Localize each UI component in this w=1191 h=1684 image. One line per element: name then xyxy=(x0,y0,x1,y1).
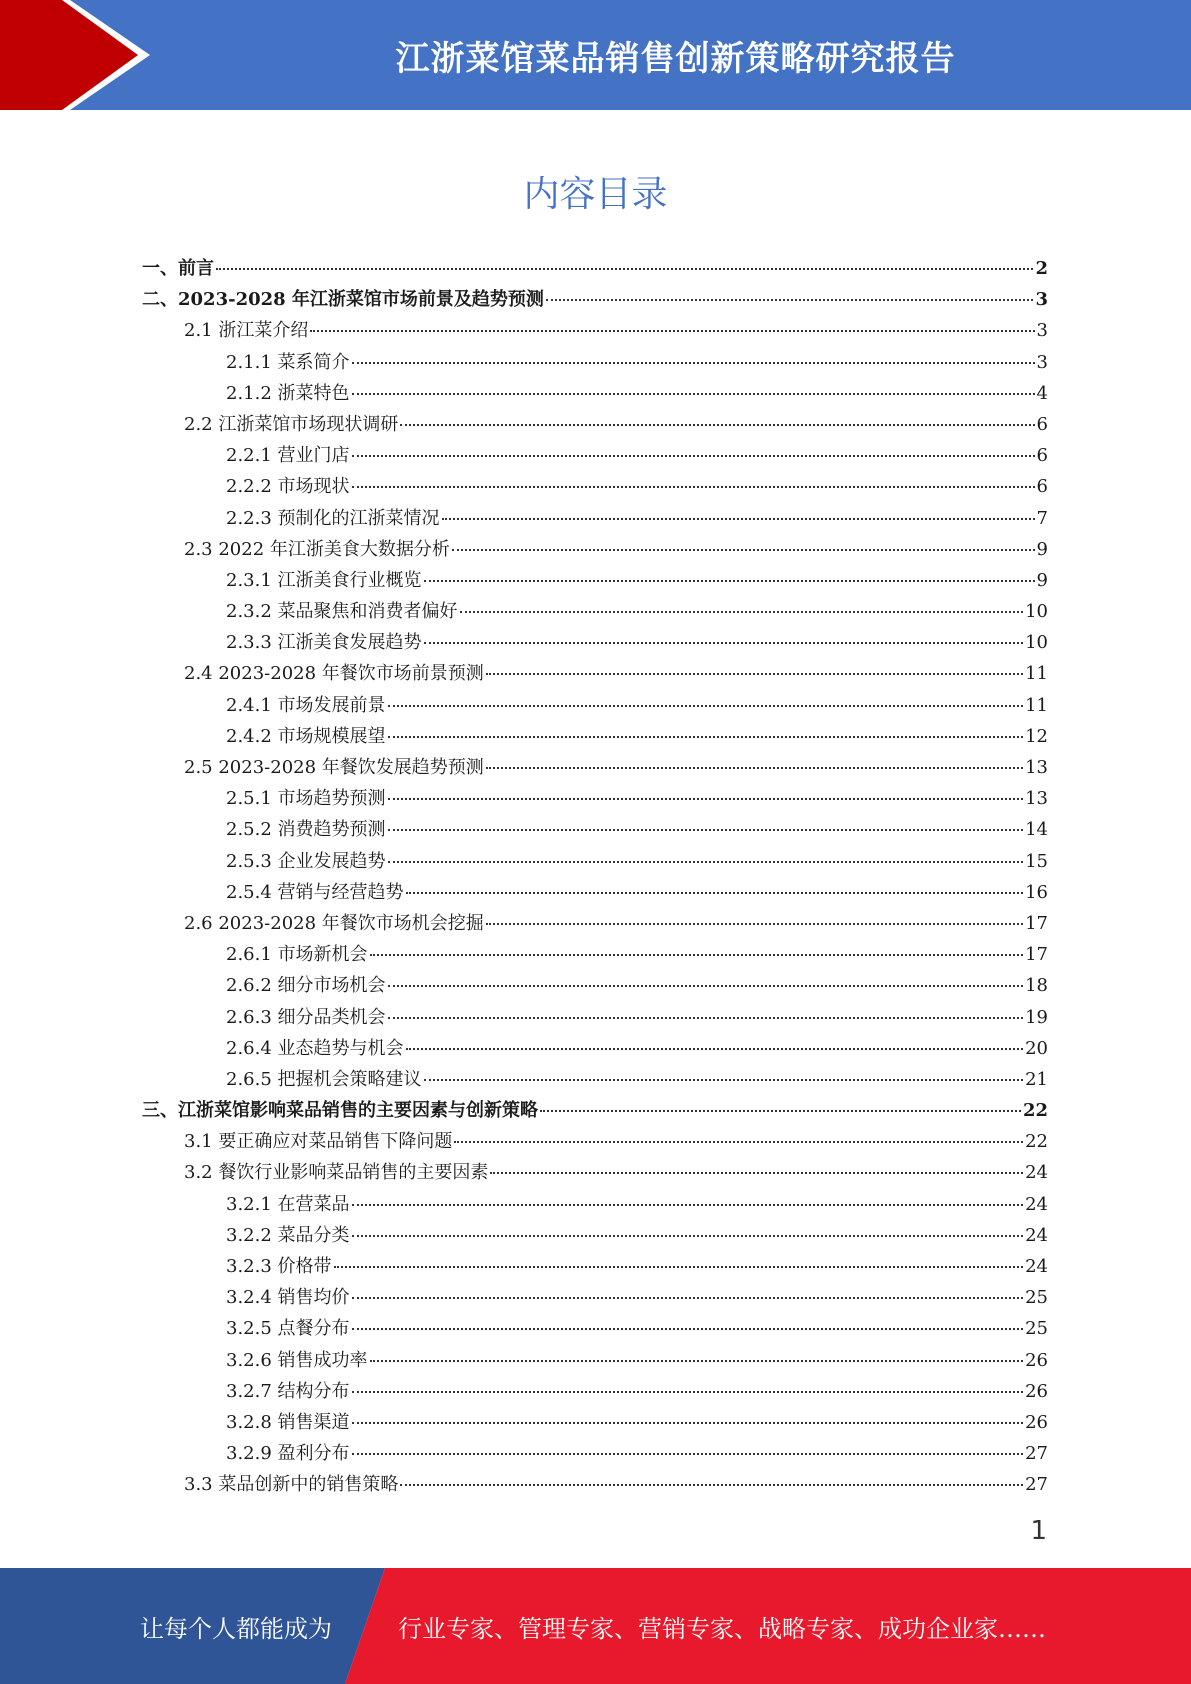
page-footer xyxy=(0,1568,1191,1684)
toc-dot-leader xyxy=(352,1296,1024,1299)
toc-dot-leader xyxy=(370,953,1024,956)
toc-entry-title: 2.3.1 江浙美食行业概览 xyxy=(226,569,422,591)
toc-entry[interactable] xyxy=(142,472,1048,503)
toc-dot-leader xyxy=(370,1359,1024,1362)
toc-heading: 内容目录 xyxy=(523,174,668,215)
toc-entry-title: 2.4.1 市场发展前景 xyxy=(226,694,386,716)
toc-dot-leader xyxy=(486,672,1023,675)
toc-dot-leader xyxy=(424,641,1024,644)
toc-entry[interactable] xyxy=(142,1252,1048,1283)
toc-dot-leader xyxy=(490,1171,1023,1174)
toc-entry-title: 2.6 2023-2028 年餐饮市场机会挖掘 xyxy=(184,912,484,934)
toc-entry-page: 10 xyxy=(1025,601,1048,623)
toc-dot-leader xyxy=(406,891,1024,894)
toc-entry-title: 3.2.8 销售渠道 xyxy=(226,1411,350,1433)
toc-entry-page: 17 xyxy=(1025,944,1048,966)
toc-entry-title: 2.4.2 市场规模展望 xyxy=(226,725,386,747)
toc-entry-page: 13 xyxy=(1025,757,1048,778)
toc-dot-leader xyxy=(352,1203,1024,1206)
toc-entry-title: 2.4 2023-2028 年餐饮市场前景预测 xyxy=(184,663,484,685)
toc-dot-leader xyxy=(486,766,1023,769)
toc-entry-title: 2.5 2023-2028 年餐饮发展趋势预测 xyxy=(184,757,484,778)
toc-dot-leader xyxy=(442,517,1035,520)
toc-entry-page: 14 xyxy=(1025,819,1048,841)
toc-entry-title: 2.1.2 浙菜特色 xyxy=(226,382,350,404)
toc-entry[interactable] xyxy=(142,535,1048,566)
toc-entry-page: 6 xyxy=(1036,445,1048,467)
toc-entry-title: 2.1.1 菜系简介 xyxy=(226,351,350,373)
toc-entry-page: 9 xyxy=(1036,538,1048,560)
toc-entry-page: 3 xyxy=(1036,320,1048,342)
toc-entry-page: 25 xyxy=(1025,1318,1048,1340)
toc-entry-title: 一、前言 xyxy=(142,258,214,279)
toc-entry-title: 3.2.5 点餐分布 xyxy=(226,1318,350,1340)
toc-entry-title: 3.2.1 在营菜品 xyxy=(226,1193,350,1215)
toc-entry-page: 4 xyxy=(1036,382,1048,404)
toc-entry[interactable] xyxy=(142,1127,1048,1158)
toc-dot-leader xyxy=(388,797,1024,800)
table-of-contents xyxy=(142,254,1048,1502)
toc-entry-page: 9 xyxy=(1036,569,1048,591)
toc-dot-leader xyxy=(452,548,1035,551)
toc-entry-title: 2.1 浙江菜介绍 xyxy=(184,320,309,342)
toc-entry-page: 3 xyxy=(1036,351,1048,373)
toc-dot-leader xyxy=(388,984,1024,987)
toc-entry-page: 24 xyxy=(1025,1256,1048,1277)
toc-entry[interactable] xyxy=(142,1221,1048,1252)
page-header xyxy=(0,0,1191,110)
toc-dot-leader xyxy=(352,485,1035,488)
toc-dot-leader xyxy=(400,1483,1023,1486)
toc-entry-title: 3.2.6 销售成功率 xyxy=(226,1349,368,1371)
toc-entry-title: 2.6.4 业态趋势与机会 xyxy=(226,1037,404,1059)
toc-entry-page: 24 xyxy=(1025,1162,1048,1184)
toc-entry-page: 26 xyxy=(1025,1349,1048,1371)
toc-entry-title: 2.6.3 细分品类机会 xyxy=(226,1006,386,1028)
toc-entry-page: 6 xyxy=(1036,476,1048,498)
toc-entry[interactable] xyxy=(142,940,1048,971)
toc-entry[interactable] xyxy=(142,410,1048,441)
toc-entry[interactable] xyxy=(142,909,1048,940)
toc-entry-title: 2.2 江浙菜馆市场现状调研 xyxy=(184,413,399,435)
toc-entry-title: 3.2.9 盈利分布 xyxy=(226,1443,350,1465)
toc-entry-page: 3 xyxy=(1035,289,1048,311)
page-number: 1 xyxy=(1030,1516,1047,1546)
toc-dot-leader xyxy=(424,579,1035,582)
toc-dot-leader xyxy=(352,454,1035,457)
toc-dot-leader xyxy=(334,1265,1024,1268)
report-title: 江浙菜馆菜品销售创新策略研究报告 xyxy=(395,38,956,79)
toc-dot-leader xyxy=(352,1234,1024,1237)
toc-entry-page: 20 xyxy=(1025,1037,1048,1059)
toc-entry-title: 2.5.3 企业发展趋势 xyxy=(226,850,386,872)
toc-entry-title: 2.5.2 消费趋势预测 xyxy=(226,819,386,841)
toc-entry[interactable] xyxy=(142,1377,1048,1408)
toc-entry[interactable] xyxy=(142,1034,1048,1065)
toc-entry[interactable] xyxy=(142,441,1048,472)
toc-entry[interactable] xyxy=(142,971,1048,1002)
toc-entry-page: 11 xyxy=(1025,663,1048,685)
toc-entry-title: 3.1 要正确应对菜品销售下降问题 xyxy=(184,1131,453,1153)
toc-entry-title: 3.2.3 价格带 xyxy=(226,1256,332,1277)
toc-entry[interactable] xyxy=(142,1065,1048,1096)
toc-entry-page: 11 xyxy=(1025,694,1048,716)
toc-entry[interactable] xyxy=(142,1314,1048,1345)
toc-entry-title: 2.5.4 营销与经营趋势 xyxy=(226,881,404,903)
toc-entry[interactable] xyxy=(142,597,1048,628)
toc-entry-page: 12 xyxy=(1025,725,1048,747)
toc-entry-title: 2.5.1 市场趋势预测 xyxy=(226,788,386,810)
toc-entry-page: 7 xyxy=(1036,507,1048,529)
toc-dot-leader xyxy=(540,1109,1021,1112)
toc-dot-leader xyxy=(388,1016,1024,1019)
toc-entry-page: 27 xyxy=(1025,1474,1048,1496)
toc-entry-page: 22 xyxy=(1025,1131,1048,1153)
footer-slogan-right: 行业专家、管理专家、营销专家、战略专家、成功企业家…… xyxy=(398,1614,1046,1643)
toc-entry-title: 2.2.1 营业门店 xyxy=(226,445,350,467)
toc-dot-leader xyxy=(460,610,1024,613)
toc-entry[interactable] xyxy=(142,285,1048,316)
toc-entry-title: 三、江浙菜馆影响菜品销售的主要因素与创新策略 xyxy=(142,1100,538,1122)
toc-entry[interactable] xyxy=(142,659,1048,690)
toc-entry[interactable] xyxy=(142,1096,1048,1127)
toc-entry-title: 3.2.4 销售均价 xyxy=(226,1287,350,1309)
toc-entry[interactable] xyxy=(142,316,1048,347)
toc-entry-title: 2.2.2 市场现状 xyxy=(226,476,350,498)
toc-entry[interactable] xyxy=(142,504,1048,535)
toc-entry[interactable] xyxy=(142,1158,1048,1189)
toc-dot-leader xyxy=(310,329,1034,332)
toc-entry[interactable] xyxy=(142,1470,1048,1501)
toc-entry-page: 21 xyxy=(1025,1068,1048,1090)
toc-entry[interactable] xyxy=(142,628,1048,659)
toc-entry[interactable] xyxy=(142,1003,1048,1034)
toc-entry-page: 24 xyxy=(1025,1193,1048,1215)
toc-dot-leader xyxy=(388,735,1024,738)
toc-dot-leader xyxy=(454,1140,1023,1143)
footer-slogan-left: 让每个人都能成为 xyxy=(140,1614,332,1643)
toc-dot-leader xyxy=(352,1452,1024,1455)
toc-entry[interactable] xyxy=(142,1283,1048,1314)
toc-entry-page: 22 xyxy=(1022,1100,1048,1122)
toc-dot-leader xyxy=(406,1047,1024,1050)
toc-entry[interactable] xyxy=(142,815,1048,846)
toc-entry[interactable] xyxy=(142,1190,1048,1221)
toc-dot-leader xyxy=(400,423,1034,426)
toc-entry-title: 2.6.1 市场新机会 xyxy=(226,944,368,966)
toc-entry[interactable] xyxy=(142,254,1048,285)
toc-entry-title: 3.2.2 菜品分类 xyxy=(226,1224,350,1246)
toc-entry-page: 16 xyxy=(1025,881,1048,903)
toc-entry[interactable] xyxy=(142,878,1048,909)
toc-entry-title: 2.3.3 江浙美食发展趋势 xyxy=(226,632,422,654)
toc-dot-leader xyxy=(486,922,1023,925)
toc-entry[interactable] xyxy=(142,566,1048,597)
toc-entry-title: 3.2.7 结构分布 xyxy=(226,1380,350,1402)
toc-dot-leader xyxy=(388,704,1024,707)
toc-entry[interactable] xyxy=(142,348,1048,379)
toc-dot-leader xyxy=(216,267,1033,270)
toc-entry[interactable] xyxy=(142,379,1048,410)
toc-dot-leader xyxy=(424,1078,1024,1081)
toc-dot-leader xyxy=(352,1327,1024,1330)
toc-entry-page: 26 xyxy=(1025,1411,1048,1433)
toc-entry[interactable] xyxy=(142,691,1048,722)
toc-entry-page: 2 xyxy=(1035,258,1048,279)
toc-entry-title: 2.3.2 菜品聚焦和消费者偏好 xyxy=(226,601,458,623)
toc-entry-title: 3.2 餐饮行业影响菜品销售的主要因素 xyxy=(184,1162,489,1184)
toc-entry-page: 27 xyxy=(1025,1443,1048,1465)
toc-entry-title: 3.3 菜品创新中的销售策略 xyxy=(184,1474,399,1496)
toc-entry-page: 24 xyxy=(1025,1224,1048,1246)
toc-dot-leader xyxy=(388,860,1024,863)
toc-entry-page: 10 xyxy=(1025,632,1048,654)
toc-entry-page: 19 xyxy=(1025,1006,1048,1028)
toc-dot-leader xyxy=(352,392,1035,395)
toc-entry-page: 15 xyxy=(1025,850,1048,872)
toc-entry-page: 13 xyxy=(1025,788,1048,810)
toc-dot-leader xyxy=(352,1390,1024,1393)
toc-entry-page: 17 xyxy=(1025,912,1048,934)
toc-entry-page: 25 xyxy=(1025,1287,1048,1309)
toc-entry-title: 2.2.3 预制化的江浙菜情况 xyxy=(226,507,440,529)
toc-entry-title: 2.6.5 把握机会策略建议 xyxy=(226,1068,422,1090)
toc-entry[interactable] xyxy=(142,784,1048,815)
toc-entry[interactable] xyxy=(142,1346,1048,1377)
toc-entry[interactable] xyxy=(142,847,1048,878)
toc-entry-title: 二、2023-2028 年江浙菜馆市场前景及趋势预测 xyxy=(142,289,544,311)
toc-entry-page: 6 xyxy=(1036,413,1048,435)
toc-dot-leader xyxy=(546,298,1034,301)
toc-entry-page: 26 xyxy=(1025,1380,1048,1402)
toc-entry-page: 18 xyxy=(1025,975,1048,997)
toc-entry[interactable] xyxy=(142,722,1048,753)
toc-dot-leader xyxy=(388,828,1024,831)
toc-dot-leader xyxy=(352,361,1035,364)
toc-dot-leader xyxy=(352,1421,1024,1424)
toc-entry[interactable] xyxy=(142,1439,1048,1470)
toc-entry-title: 2.3 2022 年江浙美食大数据分析 xyxy=(184,538,450,560)
toc-entry[interactable] xyxy=(142,753,1048,784)
toc-entry[interactable] xyxy=(142,1408,1048,1439)
toc-entry-title: 2.6.2 细分市场机会 xyxy=(226,975,386,997)
